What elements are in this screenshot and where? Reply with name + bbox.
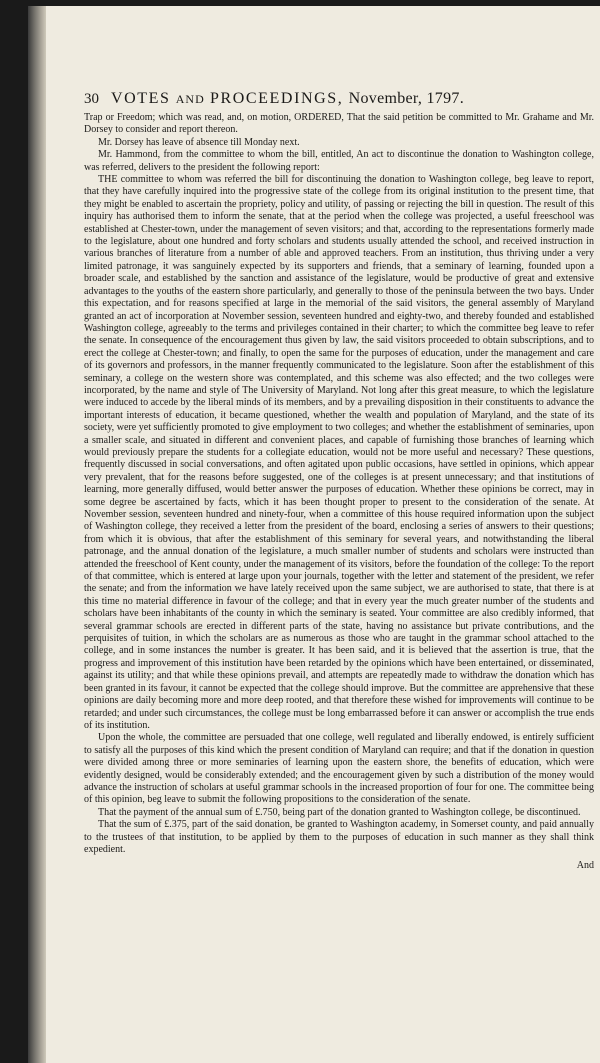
paragraph: Mr. Dorsey has leave of absence till Monday next. (98, 136, 300, 148)
catchword: And (576, 860, 594, 872)
paragraph: Upon the whole, the committee are persuaded that one college, well regulated and liberally endowed, is entirely sufficient to satisfy all the purposes of this kind which the present condition of Maryland can require; and that if the donation in question were divided among three or more seminaries of learning upon the eastern shore, the benefits of education, which were evidently designed, would be considerably extended; and the encouragement given by such a distribution of the money would advance the instruction of scholars at useful grammar schools in the increased proportion of four for one. The committee being of this opinion, beg leave to submit the following propositions to the consideration of the senate. (84, 732, 594, 806)
paragraph: That the payment of the annual sum of £.750, being part of the donation granted to Washington college, be discontinued. (98, 806, 581, 818)
document-page (28, 6, 600, 1063)
paragraph: Trap or Freedom; which was read, and, on motion, ORDERED, That the said petition be committed to Mr. Grahame and Mr. Dorsey to consider and report thereon. (84, 112, 594, 136)
running-header (84, 90, 594, 108)
body-text (84, 112, 594, 856)
page-number: 30 (84, 91, 99, 107)
header-title-and: AND (175, 92, 205, 106)
paragraph: Mr. Hammond, from the committee to whom the bill, entitled, An act to discontinue the donation to Washington college, was referred, delivers to the president the following report: (84, 149, 594, 173)
paragraph: That the sum of £.375, part of the said donation, be granted to Washington academy, in Somerset county, and paid annually to the trustees of that institution, to be applied by them to the purposes of education in such manner as they shall think expedient. (84, 819, 594, 855)
paragraph: THE committee to whom was referred the bill for discontinuing the donation to Washington college, beg leave to report, that they have carefully inquired into the progressive state of the college from its original institution to the present time, that they might be enabled to ascertain the propriety, policy and utility, of passing or rejecting the bill in question. The result of this inquiry has authorised them to inform the senate, that at the period when the college was projected, a useful freeschool was established at Chester-town, under the management of seven visitors; and that, according to the representations formerly made to the legislature, about one hundred and forty scholars and students usually attended the school, and received instruction in various branches of literature from a number of able and approved teachers. From an institution, thus thriving under a very limited patronage, it was sanguinely expected by its supporters and friends, that a seminary of learning, founded upon a broader scale, and established by the sanction and assistance of the legislature, would be productive of great and extensive advantages to the youths of the eastern shore particularly, and generally to those of the peninsula between the two bays. Under this expectation, and for reasons specified at large in the memorial of the said visitors, the general assembly of Maryland granted an act of incorporation at November session, seventeen hundred and eighty-two, and thereby founded and established Washington college, agreeably to the terms and privileges contained in their charter; to which the committee beg leave to refer the senate. In consequence of the encouragement thus given by law, the said visitors proceeded to obtain subscriptions, and to erect the college at Chester-town; and finally, to open the same for the purposes of education, under the management and care of its governors and professors, in the manner frequently communicated to the legislature. Soon after the establishment of this seminary, a college on the western shore was contemplated, and this scheme was also effected; and the two colleges were incorporated, by the name and style of The University of Maryland. Not long after this great measure, to which the legislature were induced to accede by the liberal minds of its members, and by a prevailing disposition in their constituents to advance the important interests of education, it became questioned, whether the wealth and population of Maryland, and the state of its society, were yet sufficiently promoted to give employment to two colleges; and whether the establishment of seminaries, upon a smaller scale, and situated in different and convenient places, and capable of furnishing those branches of learning which would previously prepare the students for a collegiate education, would not be more useful and necessary? These questions, frequently discussed in social conversations, and often agitated upon public occasions, have settled in opinions, which appear very prevalent, that for the reasons before suggested, one of the colleges is at present unnecessary; and that institutions of learning, more generally diffused, would better answer the purposes of education. Whether these opinions be correct, may in some degree be ascertained by facts, which it has been thought proper to present to the consideration of the senate. At November session, seventeen hundred and ninety-four, when a committee of this house required information upon the subject of Washington college, they received a letter from the president of the board, enclosing a series of answers to their questions; from which it is obvious, that after the establishment of this seminary for several years, and notwithstanding the liberal patronage, and the annual donation of the legislature, a much smaller number of students and scholars were instructed than attended the freeschool of Kent county, under the management of its visitors, before the foundation of the college: To the report of that committee, which is entered at large upon your journals, together with the letter and statement of the president, we refer the senate; and from the information we have lately received upon the same subject, we are authorised to state, that there is at this time no material difference in favour of the college; and that in every year the much greater number of the students and scholars have been inhabitants of the county in which the seminary is seated. Your committee are also credibly informed, that several grammar schools are erected in different parts of the state, having no assistance but private contributions, and the perquisites of tuition, in which the scholars are as numerous as those who are taught in the grammar school attached to the college, and in some instances the number is greater. It has been said, and it is believed that the assertion is true, that the progress and improvement of this institution have been retarded by the opinions which have been entertained, or disseminated, against its utility; and that while these opinions prevail, and attempts are repeatedly made to withdraw the donation which has been granted in its favour, it cannot be expected that the college should improve. But the committee are apprehensive that these opinions are daily becoming more and more deep rooted, and that therefore these wished for improvements will continue to be retarded; and under such circumstances, the college must be long embarrassed before it can answer or accomplish the true ends of its institution. (84, 174, 594, 731)
header-title-votes: VOTES (111, 90, 171, 107)
header-date: November, 1797. (348, 90, 464, 107)
page-content (84, 90, 594, 871)
header-title-proceedings: PROCEEDINGS, (209, 90, 344, 107)
binding-edge (28, 6, 46, 1063)
